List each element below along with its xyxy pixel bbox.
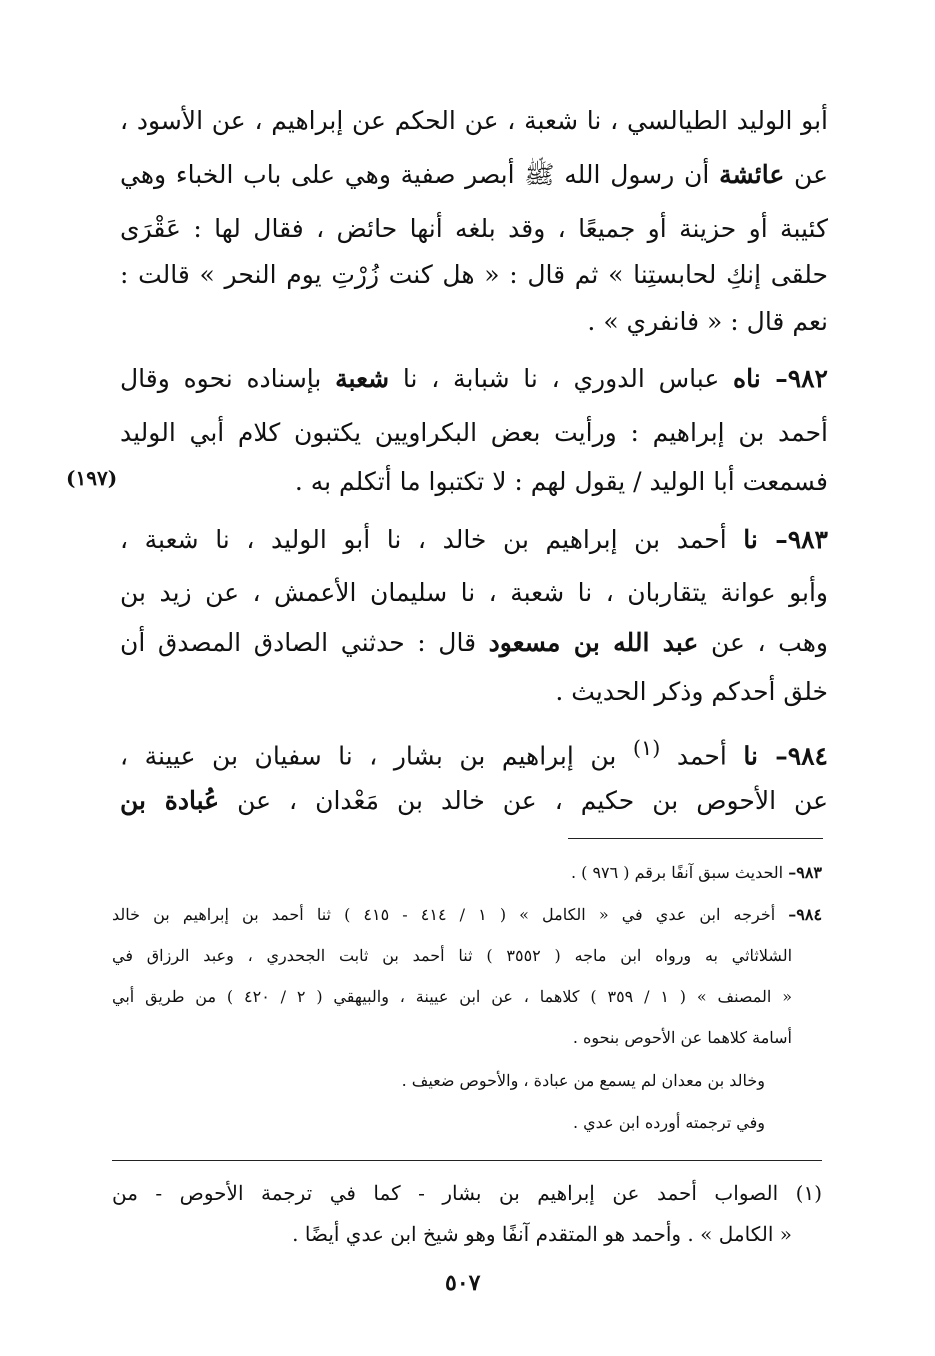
footnote-separator — [568, 838, 823, 839]
correction-note-line-2 — [112, 1216, 792, 1252]
main-line-7 — [120, 410, 828, 456]
text-segment: عن الأحوص بن حكيم ، عن خالد بن مَعْدان ، عن — [219, 786, 828, 815]
text-segment: بإسناده نحوه وقال — [120, 364, 336, 393]
text-segment: حلقى إنكِ لحابستِنا » ثم قال : « هل كنت زُرْتِ يوم النحر » قالت : — [120, 260, 828, 289]
footnote-line-1 — [470, 858, 822, 888]
main-line-2 — [120, 152, 828, 198]
main-line-6 — [120, 356, 828, 402]
text-segment: ٩٨٣– نا — [743, 525, 828, 554]
correction-note-line-1 — [112, 1175, 822, 1211]
text-segment: وخالد بن معدان لم يسمع من عبادة ، والأحوص ضعيف . — [401, 1071, 765, 1090]
main-line-8 — [120, 459, 828, 505]
main-line-14 — [120, 778, 828, 824]
text-segment: خلق أحدكم وذكر الحديث . — [555, 677, 828, 706]
text-segment: ٩٨٢– ناه — [733, 364, 828, 393]
text-segment: أحمد بن إبراهيم بن خالد ، نا أبو الوليد ، نا شعبة ، — [120, 525, 744, 554]
text-segment: وأبو عوانة يتقاربان ، نا شعبة ، نا سليمان الأعمش ، عن زيد بن — [120, 578, 828, 607]
main-line-11 — [120, 620, 828, 666]
text-segment: الحديث سبق آنفًا برقم ( ٩٧٦ ) . — [570, 863, 789, 882]
text-segment: عبد الله بن مسعود — [488, 628, 699, 657]
footnote-line-6 — [112, 1066, 765, 1096]
text-segment: عائشة — [719, 160, 785, 189]
text-segment: عن — [784, 160, 828, 189]
text-segment: أخرجه ابن عدي في « الكامل » ( ١ / ٤١٤ - ٤١٥ ) ثنا أحمد بن إبراهيم بن خالد — [112, 905, 789, 924]
text-segment: كئيبة أو حزينة أو جميعًا ، وقد بلغه أنها حائض ، فقال لها : عَقْرَى — [120, 214, 828, 243]
text-segment: فسمعت أبا الوليد / يقول لهم : لا تكتبوا ما أتكلم به . — [294, 467, 828, 496]
text-segment: ٩٨٤– نا — [743, 741, 828, 771]
note-separator — [112, 1160, 822, 1161]
text-segment: قال : حدثني الصادق المصدق أن — [120, 628, 489, 657]
text-segment: نعم قال : « فانفري » . — [587, 307, 828, 336]
main-line-5 — [120, 299, 828, 345]
text-segment: أبو الوليد الطيالسي ، نا شعبة ، عن الحكم عن إبراهيم ، عن الأسود ، — [120, 106, 828, 135]
text-segment: وهب ، عن — [698, 628, 828, 657]
footnote-line-4 — [112, 982, 792, 1012]
main-line-12 — [120, 669, 828, 715]
text-segment: أسامة كلاهما عن الأحوص بنحوه . — [572, 1028, 792, 1047]
text-segment: وفي ترجمته أورده ابن عدي . — [572, 1113, 765, 1132]
footnote-line-5 — [112, 1023, 792, 1053]
text-segment: بن إبراهيم بن بشار ، نا سفيان بن عيينة ، — [120, 741, 633, 771]
main-line-4 — [120, 252, 828, 298]
text-segment: الشلاثاثي به ورواه ابن ماجه ( ٣٥٥٢ ) ثنا أحمد بن ثابت الجحدري ، وعبد الرزاق في — [112, 946, 792, 965]
text-segment: أحمد بن إبراهيم : ورأيت بعض البكراويين يكتبون كلام أبي الوليد — [120, 418, 828, 447]
main-line-9 — [120, 517, 828, 563]
text-segment: (١) الصواب أحمد عن إبراهيم بن بشار - كما في ترجمة الأحوص - من — [112, 1181, 822, 1205]
text-segment: ٩٨٣– — [788, 863, 822, 882]
main-line-3 — [120, 206, 828, 252]
text-segment: أحمد — [660, 741, 744, 771]
footnote-line-2 — [112, 900, 822, 930]
text-segment: أن رسول الله ﷺ أبصر صفية وهي على باب الخباء وهي — [120, 160, 720, 189]
page-number: ٥٠٧ — [445, 1270, 481, 1296]
main-line-1 — [120, 98, 828, 144]
text-segment: « الكامل » . وأحمد هو المتقدم آنفًا وهو شيخ ابن عدي أيضًا . — [292, 1222, 792, 1246]
footnote-line-7 — [112, 1108, 765, 1138]
footnote-marker: (١) — [632, 736, 661, 760]
text-segment: ٩٨٤– — [788, 905, 822, 924]
text-segment: شعبة — [335, 364, 390, 393]
main-line-13 — [120, 725, 828, 779]
text-segment: « المصنف » ( ١ / ٣٥٩ ) كلاهما ، عن ابن عيينة ، والبيهقي ( ٢ / ٤٢٠ ) من طريق أبي — [112, 987, 792, 1006]
text-segment: عباس الدوري ، نا شبابة ، نا — [389, 364, 733, 393]
footnote-line-3 — [112, 941, 792, 971]
text-segment: عُبادة بن — [120, 786, 220, 815]
main-line-10 — [120, 570, 828, 616]
margin-page-reference: (١٩٧) — [66, 466, 118, 490]
